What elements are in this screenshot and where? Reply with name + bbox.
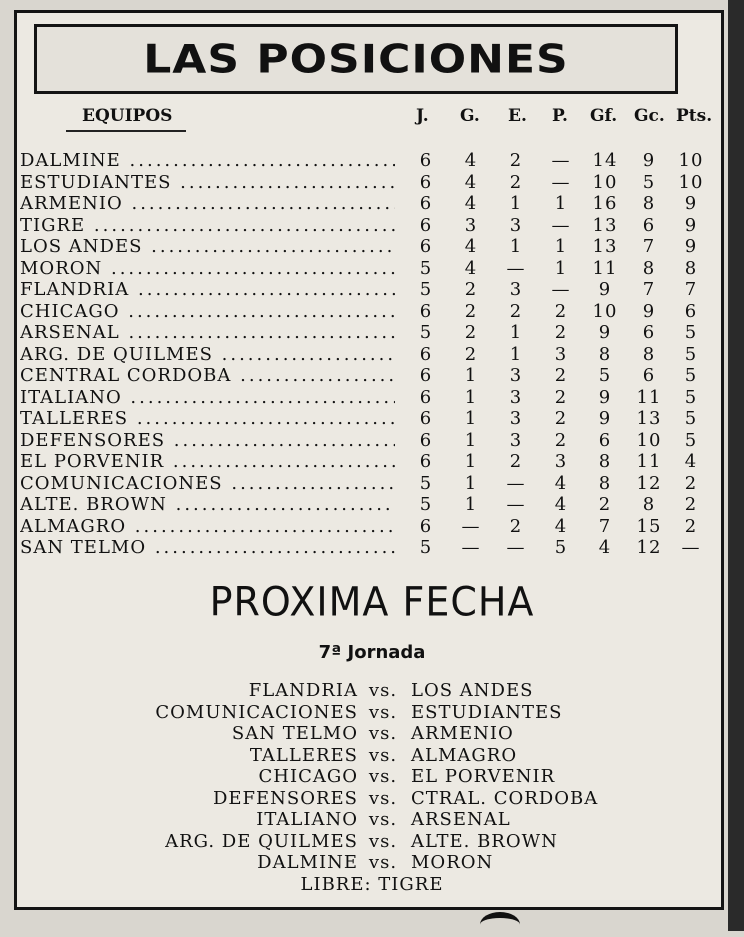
cell-gc: 7 (642, 279, 656, 300)
fixture-row (0, 809, 744, 831)
cell-j: 5 (419, 537, 433, 558)
cell-gf: 13 (592, 214, 618, 236)
cell-pts: 5 (684, 386, 698, 408)
header-gc: Gc. (634, 106, 665, 126)
table-row (20, 258, 710, 280)
cell-pts: 8 (684, 257, 698, 279)
cell-pts: 5 (684, 365, 698, 386)
cell-pts: 10 (678, 171, 704, 193)
fixture-vs: vs. (368, 680, 398, 701)
cell-p: 5 (554, 537, 568, 558)
cell-e: 2 (509, 451, 523, 472)
cut-off-glyph (480, 912, 520, 937)
cell-gc: 12 (636, 537, 662, 558)
fixture-vs: vs. (368, 766, 398, 787)
fixture-row (0, 788, 744, 810)
table-row (20, 322, 710, 344)
header-g: G. (460, 106, 480, 126)
cell-j: 6 (419, 236, 433, 257)
table-row (20, 537, 710, 559)
cell-j: 5 (419, 322, 433, 343)
cell-gf: 11 (592, 257, 618, 279)
cell-g: 2 (464, 279, 478, 300)
cell-gf: 9 (598, 279, 612, 300)
team-name: FLANDRIA ..... (20, 279, 395, 301)
cell-gf: 9 (598, 322, 612, 343)
cell-g: — (461, 537, 481, 558)
cell-e: 3 (509, 214, 523, 236)
cell-p: 3 (554, 451, 568, 472)
cell-pts: 2 (684, 494, 698, 515)
cell-g: 4 (464, 257, 478, 279)
cell-j: 6 (419, 300, 433, 322)
table-row (20, 473, 710, 495)
fixture-away: CTRAL. CORDOBA (411, 787, 599, 809)
cell-p: — (551, 279, 571, 300)
cell-p: 2 (554, 429, 568, 451)
cell-pts: 6 (684, 300, 698, 322)
cell-p: — (551, 150, 571, 171)
cell-g: 4 (464, 171, 478, 193)
cell-j: 6 (419, 193, 433, 214)
fixture-row (0, 766, 744, 788)
fixture-away: EL PORVENIR (411, 766, 556, 787)
cell-gf: 8 (598, 343, 612, 365)
cell-g: 1 (464, 386, 478, 408)
table-row (20, 408, 710, 430)
table-row (20, 172, 710, 194)
table-row (20, 279, 710, 301)
team-name: ALTE. BROWN ..... (20, 494, 395, 516)
cell-gf: 8 (598, 472, 612, 494)
cell-p: 1 (554, 193, 568, 214)
header-gf: Gf. (590, 106, 618, 126)
team-name: DALMINE ..... (20, 150, 395, 172)
fixture-away: ALMAGRO (411, 744, 518, 766)
fixture-vs: vs. (368, 787, 398, 809)
next-round-title: PROXIMA FECHA (209, 578, 535, 626)
table-row (20, 344, 710, 366)
fixture-vs: vs. (368, 852, 398, 873)
cell-g: — (461, 515, 481, 537)
cell-g: 3 (464, 214, 478, 236)
cell-p: 4 (554, 472, 568, 494)
title-box (34, 24, 678, 94)
cell-gf: 13 (592, 236, 618, 257)
fixture-home: CHICAGO (258, 766, 358, 787)
fixture-away: ALTE. BROWN (411, 830, 558, 852)
fixture-home: DEFENSORES (212, 787, 358, 809)
cell-gc: 6 (642, 214, 656, 236)
table-row (20, 387, 710, 409)
cell-pts: 9 (684, 236, 698, 257)
fixture-home: ITALIANO (256, 809, 358, 830)
fixture-vs: vs. (368, 744, 398, 766)
header-pts: Pts. (676, 106, 713, 126)
cell-pts: 7 (684, 279, 698, 300)
cell-gc: 8 (642, 193, 656, 214)
cell-j: 6 (419, 429, 433, 451)
cell-p: 1 (554, 257, 568, 279)
cell-j: 6 (419, 214, 433, 236)
cell-p: 1 (554, 236, 568, 257)
cell-g: 2 (464, 300, 478, 322)
fixture-home: TALLERES (249, 744, 358, 766)
cell-pts: 5 (684, 322, 698, 343)
cell-gf: 9 (598, 408, 612, 429)
fixture-vs: vs. (368, 830, 398, 852)
cell-pts: 4 (684, 451, 698, 472)
table-row (20, 365, 710, 387)
cell-e: — (506, 472, 526, 494)
cell-gf: 9 (598, 386, 612, 408)
team-name: COMUNICACIONES ..... (20, 473, 395, 495)
team-name: CENTRAL CORDOBA ..... (20, 365, 395, 387)
cell-j: 6 (419, 365, 433, 386)
table-row (20, 150, 710, 172)
cell-j: 6 (419, 451, 433, 472)
cell-g: 4 (464, 236, 478, 257)
fixture-row (0, 680, 744, 702)
fixture-vs: vs. (368, 723, 398, 744)
team-name: LOS ANDES ..... (20, 236, 395, 258)
cell-gc: 8 (642, 257, 656, 279)
cell-pts: 9 (684, 214, 698, 236)
team-name: EL PORVENIR ..... (20, 451, 395, 473)
table-row (20, 236, 710, 258)
cell-g: 1 (464, 365, 478, 386)
cell-gc: 11 (636, 386, 662, 408)
cell-j: 6 (419, 408, 433, 429)
cell-g: 4 (464, 150, 478, 171)
cell-e: 2 (509, 150, 523, 171)
cell-p: 4 (554, 515, 568, 537)
cell-gc: 9 (642, 150, 656, 171)
cell-gc: 5 (642, 171, 656, 193)
table-row (20, 215, 710, 237)
cell-j: 5 (419, 494, 433, 515)
header-e: E. (508, 106, 527, 126)
cell-pts: 5 (684, 429, 698, 451)
cell-gc: 10 (636, 429, 662, 451)
cell-gf: 6 (598, 429, 612, 451)
cell-e: 1 (509, 236, 523, 257)
cell-j: 6 (419, 343, 433, 365)
cell-pts: 5 (684, 408, 698, 429)
table-row (20, 301, 710, 323)
fixture-away: MORON (411, 852, 494, 873)
cell-gf: 8 (598, 451, 612, 472)
cell-j: 6 (419, 171, 433, 193)
team-name: ARMENIO ..... (20, 193, 395, 215)
cell-j: 5 (419, 279, 433, 300)
cell-e: 1 (509, 343, 523, 365)
cell-gf: 10 (592, 300, 618, 322)
cell-e: — (506, 257, 526, 279)
cell-gc: 6 (642, 322, 656, 343)
fixture-row (0, 831, 744, 853)
cell-p: 4 (554, 494, 568, 515)
page-title: LAS POSICIONES (143, 36, 569, 82)
fixture-home: SAN TELMO (231, 723, 358, 744)
cell-p: — (551, 214, 571, 236)
team-name: MORON ..... (20, 258, 395, 280)
fixture-vs: vs. (368, 809, 398, 830)
fixture-row (0, 852, 744, 874)
cell-pts: 2 (684, 472, 698, 494)
cell-e: 3 (509, 279, 523, 300)
cell-p: 2 (554, 408, 568, 429)
team-name: ITALIANO ..... (20, 387, 395, 409)
header-j: J. (416, 106, 429, 126)
fixture-away: LOS ANDES (411, 680, 534, 701)
cell-gf: 14 (592, 150, 618, 171)
cell-e: 1 (509, 193, 523, 214)
fixture-row (0, 745, 744, 767)
cell-p: 2 (554, 365, 568, 386)
cell-p: 2 (554, 300, 568, 322)
cell-j: 5 (419, 257, 433, 279)
cell-e: 2 (509, 171, 523, 193)
cell-gc: 11 (636, 451, 662, 472)
fixture-row (0, 723, 744, 745)
cell-e: — (506, 494, 526, 515)
cell-pts: 9 (684, 193, 698, 214)
table-row (20, 516, 710, 538)
cell-gc: 9 (642, 300, 656, 322)
fixture-vs: vs. (368, 701, 398, 723)
cell-pts: 2 (684, 515, 698, 537)
cell-pts: — (681, 537, 701, 558)
cell-gf: 2 (598, 494, 612, 515)
cell-gf: 10 (592, 171, 618, 193)
cell-e: 3 (509, 408, 523, 429)
cell-j: 6 (419, 515, 433, 537)
team-name: SAN TELMO ..... (20, 537, 395, 559)
cell-gc: 8 (642, 494, 656, 515)
round-label: 7ª Jornada (318, 642, 426, 663)
team-name: ESTUDIANTES ..... (20, 172, 395, 194)
cell-p: — (551, 171, 571, 193)
cell-e: 3 (509, 429, 523, 451)
fixture-home: DALMINE (257, 852, 358, 873)
cell-g: 1 (464, 494, 478, 515)
team-name: ARSENAL ..... (20, 322, 395, 344)
cell-gc: 15 (636, 515, 662, 537)
fixture-home: FLANDRIA (248, 680, 358, 701)
cell-gf: 5 (598, 365, 612, 386)
cell-gf: 7 (598, 515, 612, 537)
cell-j: 6 (419, 150, 433, 171)
cell-p: 2 (554, 322, 568, 343)
cell-gc: 12 (636, 472, 662, 494)
cell-gc: 7 (642, 236, 656, 257)
fixture-home: COMUNICACIONES (155, 701, 358, 723)
fixture-away: ARSENAL (411, 809, 511, 830)
cell-g: 2 (464, 343, 478, 365)
cell-e: 2 (509, 515, 523, 537)
table-row (20, 451, 710, 473)
team-name: CHICAGO ..... (20, 301, 395, 323)
cell-e: 1 (509, 322, 523, 343)
cell-e: — (506, 537, 526, 558)
cell-j: 5 (419, 472, 433, 494)
cell-g: 4 (464, 193, 478, 214)
fixture-away: ARMENIO (411, 723, 514, 744)
cell-e: 2 (509, 300, 523, 322)
cell-e: 3 (509, 386, 523, 408)
cell-g: 1 (464, 451, 478, 472)
fixture-away: ESTUDIANTES (411, 701, 563, 723)
fixtures-list (0, 680, 744, 895)
table-row (20, 494, 710, 516)
table-row (20, 193, 710, 215)
cell-g: 1 (464, 472, 478, 494)
team-name: ALMAGRO ..... (20, 516, 395, 538)
cell-g: 1 (464, 408, 478, 429)
cell-gc: 8 (642, 343, 656, 365)
cell-gc: 13 (636, 408, 662, 429)
team-name: DEFENSORES ..... (20, 430, 395, 452)
standings-table (20, 150, 710, 559)
team-name: ARG. DE QUILMES ..... (20, 344, 395, 366)
cell-pts: 10 (678, 150, 704, 171)
cell-p: 2 (554, 386, 568, 408)
fixture-home: ARG. DE QUILMES (165, 830, 358, 852)
header-team: EQUIPOS (82, 106, 173, 126)
cell-gf: 16 (592, 193, 618, 214)
cell-p: 3 (554, 343, 568, 365)
header-underline (66, 130, 186, 132)
cell-gf: 4 (598, 537, 612, 558)
fixture-row (0, 702, 744, 724)
cell-gc: 6 (642, 365, 656, 386)
cell-g: 1 (464, 429, 478, 451)
cell-j: 6 (419, 386, 433, 408)
cell-g: 2 (464, 322, 478, 343)
table-row (20, 430, 710, 452)
cell-pts: 5 (684, 343, 698, 365)
team-name: TIGRE ..... (20, 215, 395, 237)
bye-team: LIBRE: TIGRE (300, 873, 444, 895)
header-p: P. (552, 106, 568, 126)
cell-e: 3 (509, 365, 523, 386)
team-name: TALLERES ..... (20, 408, 395, 430)
